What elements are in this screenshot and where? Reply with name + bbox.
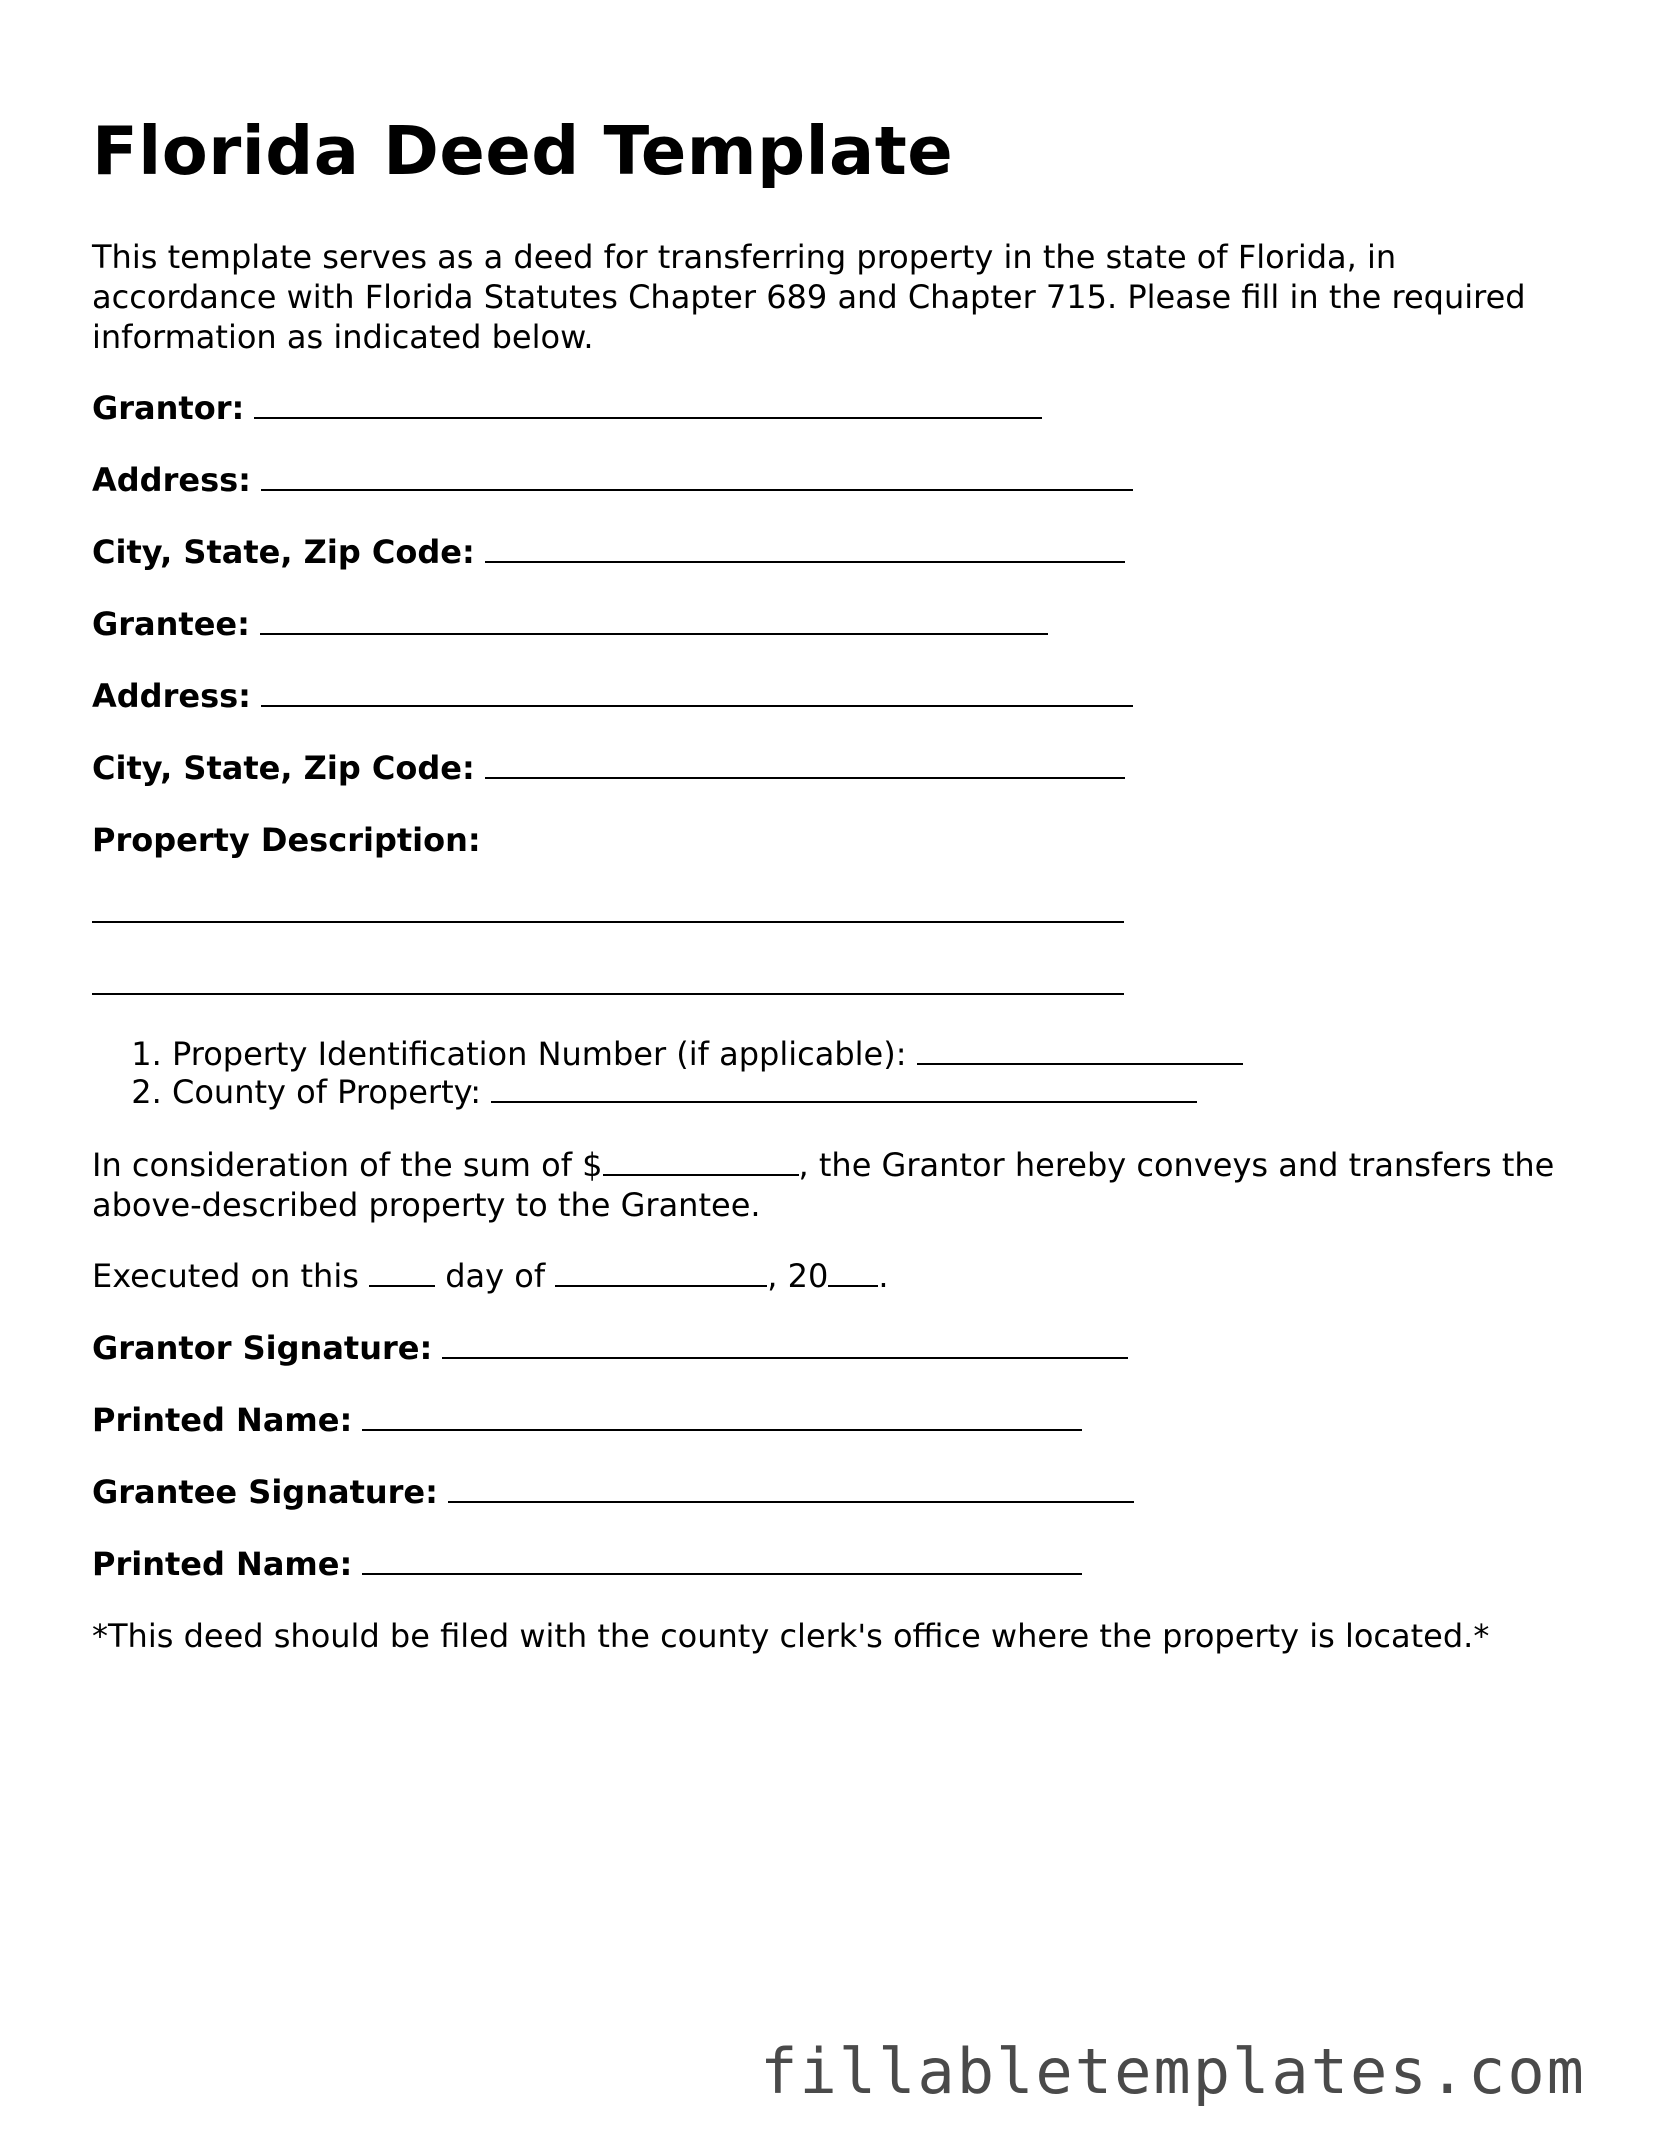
grantee-printed-name-field[interactable] — [362, 1547, 1082, 1575]
grantee-address-field[interactable] — [261, 679, 1133, 707]
grantee-city-row — [92, 748, 1125, 788]
property-description-label: Property Description: — [92, 821, 481, 859]
grantor-label: Grantor: — [92, 389, 245, 427]
grantor-address-row — [92, 460, 1133, 500]
grantor-field[interactable] — [254, 391, 1042, 419]
executed-line — [92, 1256, 1582, 1296]
grantee-label: Grantee: — [92, 605, 250, 643]
grantee-signature-row — [92, 1472, 1134, 1512]
grantor-signature-label: Grantor Signature: — [92, 1329, 433, 1367]
grantor-address-field[interactable] — [261, 463, 1133, 491]
property-description-line-2-row — [92, 964, 1124, 1004]
consideration-prefix: In consideration of the sum of $ — [92, 1146, 603, 1184]
filing-note-row — [92, 1616, 1489, 1656]
intro-paragraph: This template serves as a deed for transferring property in the state of Florida, in accordance with Florida Statutes Chapter 689 and Chapter 715. Please fill in the required information as indicated below. — [92, 238, 1526, 356]
grantor-signature-field[interactable] — [442, 1331, 1128, 1359]
grantee-address-row — [92, 676, 1133, 716]
grantee-city-field[interactable] — [485, 751, 1125, 779]
grantor-city-row — [92, 532, 1125, 572]
consideration-paragraph — [92, 1145, 1582, 1225]
grantee-field[interactable] — [260, 607, 1048, 635]
property-details-list — [92, 1035, 1243, 1111]
page-title: Florida Deed Template — [92, 112, 954, 190]
grantee-address-label: Address: — [92, 677, 251, 715]
grantee-signature-label: Grantee Signature: — [92, 1473, 438, 1511]
grantor-printed-name-row — [92, 1400, 1082, 1440]
grantor-address-label: Address: — [92, 461, 251, 499]
grantor-city-label: City, State, Zip Code: — [92, 533, 475, 571]
property-description-line-1[interactable] — [92, 895, 1124, 923]
property-id-field[interactable] — [917, 1037, 1243, 1065]
filing-note: *This deed should be filed with the county clerk's office where the property is located.* — [92, 1617, 1490, 1655]
grantee-city-label: City, State, Zip Code: — [92, 749, 475, 787]
grantor-row — [92, 388, 1042, 428]
grantor-city-field[interactable] — [485, 535, 1125, 563]
county-label: County of Property: — [172, 1073, 482, 1111]
grantor-printed-name-field[interactable] — [362, 1403, 1082, 1431]
list-item — [172, 1073, 1243, 1111]
county-field[interactable] — [491, 1075, 1197, 1103]
grantee-row — [92, 604, 1048, 644]
executed-year-field[interactable] — [828, 1259, 878, 1287]
property-description-line-1-row — [92, 892, 1124, 932]
grantee-signature-field[interactable] — [448, 1475, 1134, 1503]
executed-day-field[interactable] — [369, 1259, 435, 1287]
property-id-label: Property Identification Number (if applicable): — [172, 1035, 907, 1073]
executed-day-of: day of — [445, 1257, 546, 1295]
grantee-printed-name-label: Printed Name: — [92, 1545, 353, 1583]
executed-month-field[interactable] — [555, 1259, 767, 1287]
consideration-suffix: , the Grantor hereby conveys and transfers the above-described property to the Grantee. — [92, 1146, 1555, 1224]
executed-year-prefix: , 20 — [767, 1257, 829, 1295]
grantee-printed-name-row — [92, 1544, 1082, 1584]
grantor-signature-row — [92, 1328, 1128, 1368]
list-item — [172, 1035, 1243, 1073]
consideration-amount-field[interactable] — [603, 1148, 799, 1176]
executed-prefix: Executed on this — [92, 1257, 359, 1295]
grantor-printed-name-label: Printed Name: — [92, 1401, 353, 1439]
property-description-line-2[interactable] — [92, 967, 1124, 995]
property-description-row — [92, 820, 481, 860]
site-watermark: fillabletemplates.com — [760, 2035, 1586, 2108]
executed-end: . — [878, 1257, 889, 1295]
